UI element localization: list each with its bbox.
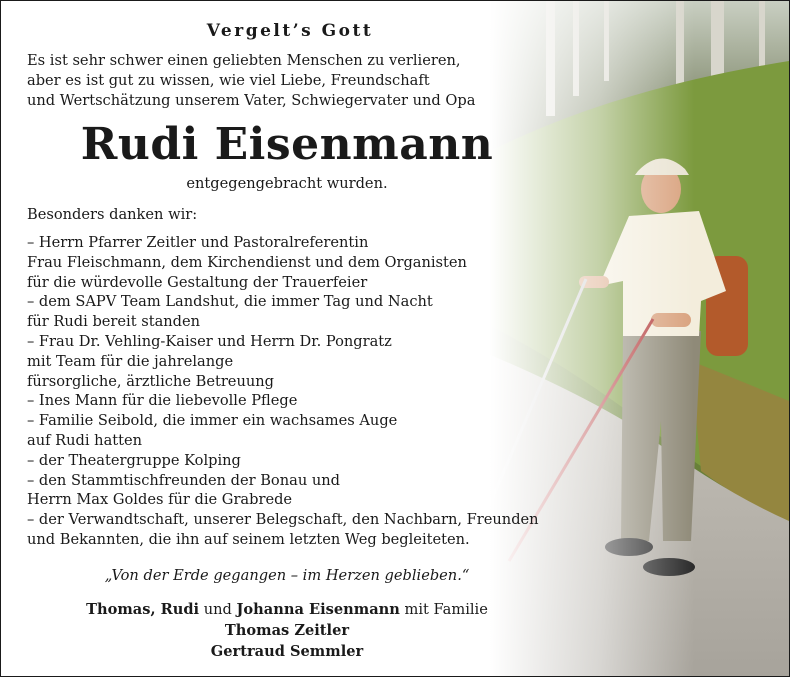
list-item-line: Herrn Max Goldes für die Grabrede: [27, 491, 293, 509]
list-item-line: – der Theatergruppe Kolping: [27, 451, 241, 469]
list-item-line: – der Verwandtschaft, unserer Belegschaft, den Nachbarn, Freunden: [27, 511, 539, 529]
list-item: [27, 451, 587, 471]
after-name-text: entgegengebracht wurden.: [186, 175, 388, 192]
signer-name: Gertraud Semmler: [210, 643, 364, 660]
list-item: [27, 332, 587, 391]
list-item: [27, 411, 587, 451]
list-item: [27, 233, 587, 292]
list-item-line: – Ines Mann für die liebevolle Pflege: [27, 392, 298, 410]
intro-paragraph: [27, 51, 547, 111]
list-item-line: Frau Fleischmann, dem Kirchendienst und dem Organisten: [27, 253, 467, 271]
intro-line: und Wertschätzung unserem Vater, Schwiegervater und Opa: [27, 92, 476, 109]
thanks-list: [27, 233, 587, 550]
list-item-line: für Rudi bereit standen: [27, 313, 201, 331]
signers-line-1: [1, 599, 573, 620]
list-item-line: und Bekannten, die ihn auf seinem letzten Weg begleiteten.: [27, 530, 470, 548]
signer-names: Johanna Eisenmann: [236, 601, 400, 618]
signer-connector: und: [199, 601, 237, 618]
list-item-line: fürsorgliche, ärztliche Betreuung: [27, 372, 274, 390]
signers-line-3: [1, 641, 573, 662]
list-item: [27, 510, 587, 550]
signer-suffix: mit Familie: [399, 601, 488, 618]
list-item-line: – Familie Seibold, die immer ein wachsames Auge: [27, 412, 398, 430]
signer-name: Thomas Zeitler: [224, 622, 350, 639]
intro-line: Es ist sehr schwer einen geliebten Menschen zu verlieren,: [27, 52, 461, 69]
signer-names: Thomas, Rudi: [86, 601, 200, 618]
list-item-line: mit Team für die jahrelange: [27, 352, 234, 370]
signers-line-2: [1, 620, 573, 641]
list-item-line: für die würdevolle Gestaltung der Trauerfeier: [27, 273, 368, 291]
list-item-line: – dem SAPV Team Landshut, die immer Tag und Nacht: [27, 293, 433, 311]
list-item-line: – Herrn Pfarrer Zeitler und Pastoralreferentin: [27, 234, 369, 251]
memorial-quote: „Von der Erde gegangen – im Herzen geblieben.“: [104, 567, 470, 584]
intro-line: aber es ist gut zu wissen, wie viel Liebe, Freundschaft: [27, 72, 430, 89]
list-item-line: – den Stammtischfreunden der Bonau und: [27, 471, 340, 489]
heading-title: Vergelt’s Gott: [206, 21, 374, 41]
list-item: [27, 292, 587, 332]
obituary-text: [1, 1, 601, 676]
signers-block: [1, 599, 573, 662]
list-item-line: auf Rudi hatten: [27, 431, 143, 449]
list-item-line: – Frau Dr. Vehling-Kaiser und Herrn Dr. Pongratz: [27, 332, 392, 350]
thanks-intro: Besonders danken wir:: [27, 206, 198, 223]
list-item: [27, 391, 587, 411]
deceased-name: Rudi Eisenmann: [80, 119, 494, 170]
list-item: [27, 471, 587, 511]
